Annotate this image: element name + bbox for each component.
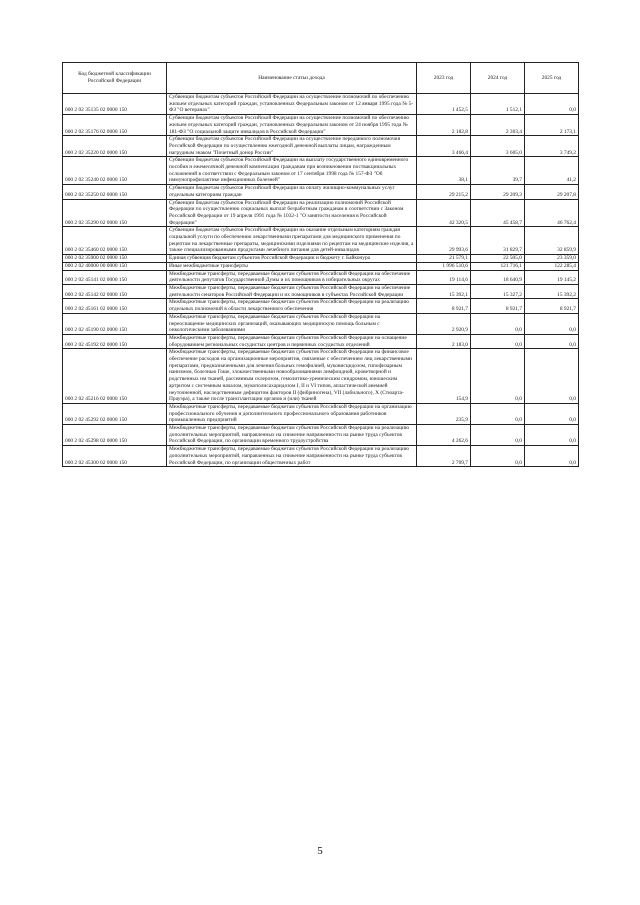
amount-2024-cell: 3 605,0 [471, 136, 525, 157]
table-row [63, 136, 579, 157]
revenue-item-name-cell: Межбюджетные трансферты, передаваемые бюджетам субъектов Российской Федерации на обеспечение деятельности депутатов Государственной Думы и их помощников в избирательных округах [167, 270, 417, 284]
amount-2024-cell: 22 505,0 [471, 255, 525, 263]
amount-2025-cell: 32 859,9 [525, 227, 579, 255]
amount-2023-cell: 4 262,6 [417, 425, 471, 446]
amount-2024-cell: 0,0 [471, 446, 525, 467]
budget-code-cell: 000 2 02 45141 02 0000 150 [63, 270, 167, 284]
header-name: Наименование статьи дохода [167, 63, 417, 94]
amount-2023-cell: 2 709,7 [417, 446, 471, 467]
amount-2023-cell: 2 920,9 [417, 313, 471, 334]
amount-2025-cell: 2 173,1 [525, 115, 579, 136]
revenue-item-name-cell: Единая субвенция бюджетам субъектов Российской Федерации и бюджету г. Байконура [167, 255, 417, 263]
header-2024: 2024 год [471, 63, 525, 94]
budget-code-cell: 000 2 02 45190 02 0000 150 [63, 313, 167, 334]
revenue-item-name-cell: Субвенции бюджетам субъектов Российской Федерации на осуществление полномочий по обеспечению жильем отдельных категорий граждан, установленных Федеральным законом от 12 января 1995 года № 5-ФЗ "О ветеранах" [167, 94, 417, 115]
amount-2025-cell: 19 145,2 [525, 270, 579, 284]
revenue-item-name-cell: Межбюджетные трансферты, передаваемые бюджетам субъектов Российской Федерации на реализацию дополнительных мероприятий, направленных на снижение напряженности на рынке труда субъектов Российской Федерации, по организации временного трудоустройства [167, 425, 417, 446]
table-header-row [63, 63, 579, 94]
budget-code-cell: 000 2 02 45292 02 0000 150 [63, 403, 167, 424]
amount-2025-cell: 15 392,2 [525, 284, 579, 298]
amount-2025-cell: 23 359,0 [525, 255, 579, 263]
revenue-item-name-cell: Межбюджетные трансферты, передаваемые бюджетам субъектов Российской Федерации на реализацию дополнительных мероприятий, направленных на снижение напряженности на рынке труда субъектов Российской Федерации, по организации общественных работ [167, 446, 417, 467]
table-row [63, 334, 579, 348]
table-body [63, 94, 579, 467]
amount-2025-cell: 0,0 [525, 446, 579, 467]
amount-2025-cell: 0,0 [525, 349, 579, 404]
revenue-item-name-cell: Иные межбюджетные трансферты [167, 262, 417, 270]
table-row [63, 313, 579, 334]
amount-2024-cell: 18 640,9 [471, 270, 525, 284]
table-row [63, 284, 579, 298]
amount-2025-cell: 8 921,7 [525, 299, 579, 313]
amount-2024-cell: 0,0 [471, 334, 525, 348]
table-row [63, 403, 579, 424]
budget-code-cell: 000 2 02 45192 02 0000 150 [63, 334, 167, 348]
amount-2025-cell: 0,0 [525, 425, 579, 446]
budget-code-cell: 000 2 02 35135 02 0000 150 [63, 94, 167, 115]
budget-code-cell: 000 2 02 45216 02 0000 150 [63, 349, 167, 404]
table-row [63, 299, 579, 313]
revenue-item-name-cell: Межбюджетные трансферты, передаваемые бюджетам субъектов Российской Федерации на переоснащение медицинских организаций, оказывающих медицинскую помощь больным с онкологическими заболеваниями [167, 313, 417, 334]
amount-2024-cell: 2 303,4 [471, 115, 525, 136]
page-number: 5 [317, 845, 323, 857]
header-2025: 2025 год [525, 63, 579, 94]
revenue-item-name-cell: Субвенции бюджетам субъектов Российской Федерации на оплату жилищно-коммунальных услуг отдельным категориям граждан [167, 185, 417, 199]
budget-code-cell: 000 2 02 45142 02 0000 150 [63, 284, 167, 298]
header-code: Код бюджетной классификации Российской Федерации [63, 63, 167, 94]
amount-2023-cell: 21 579,1 [417, 255, 471, 263]
amount-2023-cell: 3 466,4 [417, 136, 471, 157]
amount-2024-cell: 39,7 [471, 157, 525, 185]
budget-code-cell: 000 2 02 35240 02 0000 150 [63, 157, 167, 185]
amount-2025-cell: 46 762,4 [525, 199, 579, 227]
amount-2023-cell: 154,9 [417, 349, 471, 404]
amount-2024-cell: 29 209,3 [471, 185, 525, 199]
amount-2023-cell: 38,1 [417, 157, 471, 185]
amount-2024-cell: 0,0 [471, 313, 525, 334]
amount-2024-cell: 121 716,1 [471, 262, 525, 270]
table-row [63, 262, 579, 270]
budget-code-cell: 000 2 02 45300 02 0000 150 [63, 446, 167, 467]
revenue-item-name-cell: Субвенции бюджетам субъектов Российской Федерации на оказание отдельным категориям граждан социальной услуги по обеспечению лекарственными препаратами для медицинского применения по рецептам на лекарственные препараты, медицинскими изделиями по рецептам на медицинские изделия, а также специализированными продуктами лечебного питания для детей-инвалидов [167, 227, 417, 255]
budget-code-cell: 000 2 02 35460 02 0000 150 [63, 227, 167, 255]
budget-code-cell: 000 2 02 35176 02 0000 150 [63, 115, 167, 136]
revenue-item-name-cell: Субвенции бюджетам субъектов Российской Федерации на выплату государственного единовременного пособия и ежемесячной денежной компенсации гражданам при возникновении поствакцинальных осложнений в соответствии с Федеральным законом от 17 сентября 1998 года № 157-ФЗ "Об иммунопрофилактике инфекционных болезней" [167, 157, 417, 185]
amount-2025-cell: 41,2 [525, 157, 579, 185]
table-row [63, 425, 579, 446]
table-row [63, 199, 579, 227]
revenue-item-name-cell: Межбюджетные трансферты, передаваемые бюджетам субъектов Российской Федерации на организацию профессионального обучения и дополнительного профессионального образования работников промышленных предприятий [167, 403, 417, 424]
amount-2023-cell: 2 183,0 [417, 334, 471, 348]
amount-2024-cell: 8 921,7 [471, 299, 525, 313]
amount-2023-cell: 15 392,1 [417, 284, 471, 298]
amount-2025-cell: 0,0 [525, 94, 579, 115]
table-row [63, 115, 579, 136]
table-row [63, 185, 579, 199]
table-row [63, 255, 579, 263]
table-row [63, 349, 579, 404]
budget-code-cell: 000 2 02 40000 00 0000 150 [63, 262, 167, 270]
amount-2025-cell: 0,0 [525, 313, 579, 334]
amount-2023-cell: 19 114,6 [417, 270, 471, 284]
table-row [63, 227, 579, 255]
revenue-item-name-cell: Межбюджетные трансферты, передаваемые бюджетам субъектов Российской Федерации на обеспечение деятельности сенаторов Российской Федерации и их помощников в субъектах Российской Федерации [167, 284, 417, 298]
amount-2023-cell: 2 182,8 [417, 115, 471, 136]
budget-code-cell: 000 2 02 35290 02 0000 150 [63, 199, 167, 227]
revenue-item-name-cell: Субвенции бюджетам субъектов Российской Федерации на реализацию полномочий Российской Федерации по осуществлению социальных выплат безработным гражданам в соответствии с Законом Российской Федерации от 19 апреля 1991 года № 1032-1 "О занятости населения в Российской Федерации" [167, 199, 417, 227]
budget-code-cell: 000 2 02 45298 02 0000 150 [63, 425, 167, 446]
amount-2024-cell: 45 458,7 [471, 199, 525, 227]
amount-2023-cell: 42 320,5 [417, 199, 471, 227]
budget-code-cell: 000 2 02 45161 02 0000 150 [63, 299, 167, 313]
amount-2023-cell: 1 452,5 [417, 94, 471, 115]
amount-2025-cell: 29 207,8 [525, 185, 579, 199]
amount-2025-cell: 0,0 [525, 334, 579, 348]
table-row [63, 94, 579, 115]
amount-2023-cell: 1 996 510,6 [417, 262, 471, 270]
revenue-item-name-cell: Субвенции бюджетам субъектов Российской Федерации на осуществление полномочий по обеспечению жильем отдельных категорий граждан, установленных Федеральным законом от 24 ноября 1995 года № 181-ФЗ "О социальной защите инвалидов в Российской Федерации" [167, 115, 417, 136]
amount-2024-cell: 1 512,1 [471, 94, 525, 115]
amount-2024-cell: 0,0 [471, 425, 525, 446]
budget-code-cell: 000 2 02 35900 02 0000 150 [63, 255, 167, 263]
revenue-item-name-cell: Субвенции бюджетам субъектов Российской Федерации на осуществление переданного полномочия Российской Федерации по осуществлению ежегодной денежной выплаты лицам, награжденным нагрудным знаком "Почетный донор России" [167, 136, 417, 157]
amount-2023-cell: 29 993,6 [417, 227, 471, 255]
amount-2024-cell: 15 327,2 [471, 284, 525, 298]
amount-2023-cell: 235,9 [417, 403, 471, 424]
budget-code-cell: 000 2 02 35250 02 0000 150 [63, 185, 167, 199]
table-row [63, 446, 579, 467]
amount-2024-cell: 0,0 [471, 403, 525, 424]
table-row [63, 270, 579, 284]
amount-2023-cell: 8 921,7 [417, 299, 471, 313]
header-2023: 2023 год [417, 63, 471, 94]
amount-2025-cell: 3 749,2 [525, 136, 579, 157]
budget-code-cell: 000 2 02 35220 02 0000 150 [63, 136, 167, 157]
revenue-item-name-cell: Межбюджетные трансферты, передаваемые бюджетам субъектов Российской Федерации на реализацию отдельных полномочий в области лекарственного обеспечения [167, 299, 417, 313]
table-row [63, 157, 579, 185]
amount-2023-cell: 29 215,2 [417, 185, 471, 199]
revenue-item-name-cell: Межбюджетные трансферты, передаваемые бюджетам субъектов Российской Федерации на финансовое обеспечение расходов на организационные мероприятия, связанные с обеспечением лиц лекарственными препаратами, предназначенными для лечения больных гемофилией, муковисцидозом, гипофизарным нанизмом, болезнью Гоше, злокачественными новообразованиями лимфоидной, кроветворной и родственных им тканей, рассеянным склерозом, гемолитико-уремическим синдромом, юношеским артритом с системным началом, мукополисахаридозом I, II и VI типов, апластической анемией неуточненной, наследственным дефицитом факторов II (фибриногена), VII (лабильного), X (Стюарта-Прауэра), а также после трансплантации органов и (или) тканей [167, 349, 417, 404]
amount-2024-cell: 31 829,7 [471, 227, 525, 255]
amount-2025-cell: 0,0 [525, 403, 579, 424]
amount-2025-cell: 122 285,4 [525, 262, 579, 270]
revenue-item-name-cell: Межбюджетные трансферты, передаваемые бюджетам субъектов Российской Федерации на оснащение оборудованием региональных сосудистых центров и первичных сосудистых отделений [167, 334, 417, 348]
revenue-table [62, 62, 579, 467]
amount-2024-cell: 0,0 [471, 349, 525, 404]
